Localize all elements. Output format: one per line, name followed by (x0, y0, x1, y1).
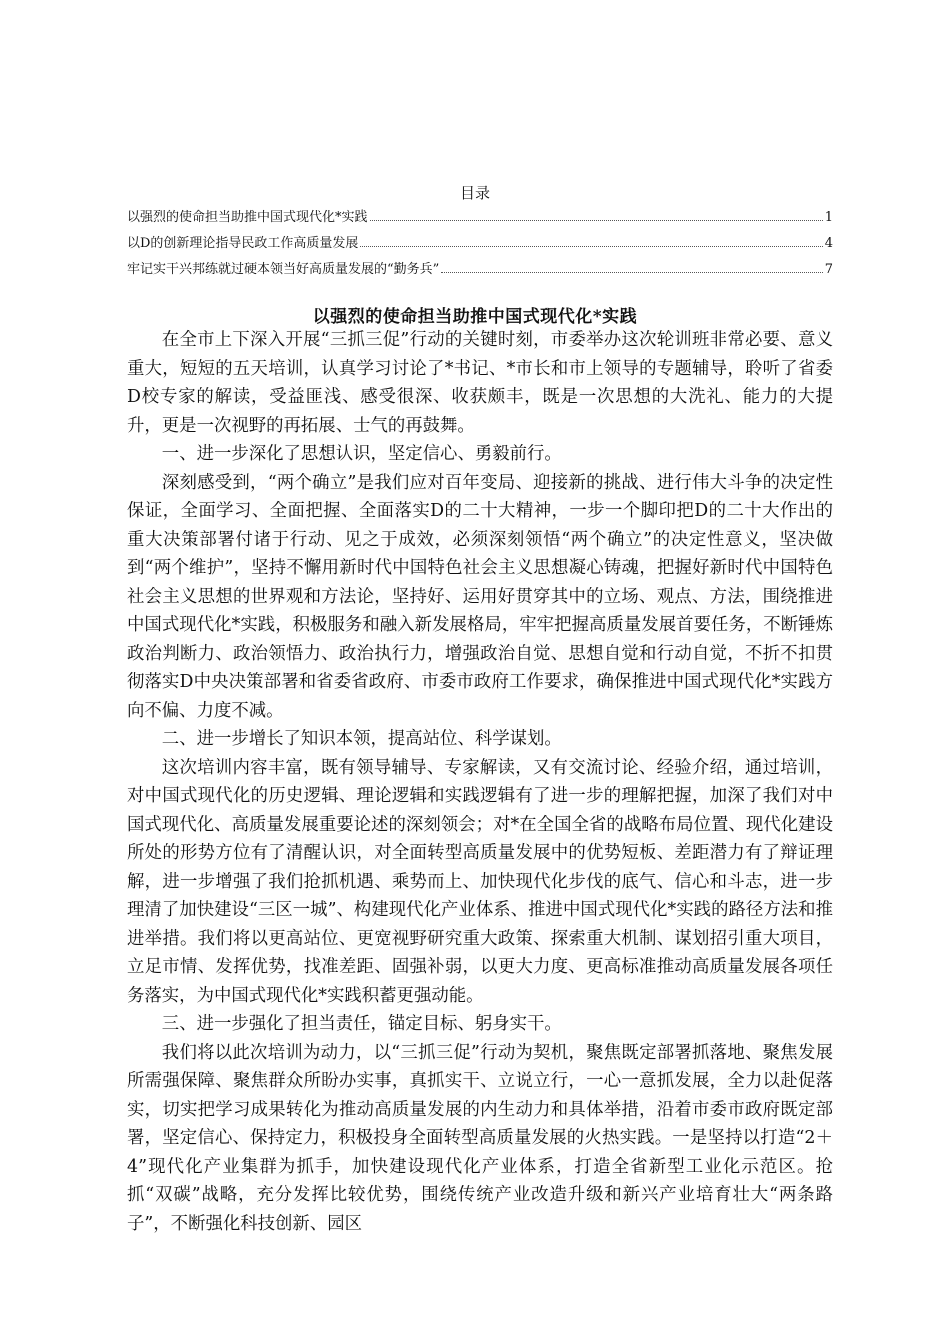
toc-entry-text: 以强烈的使命担当助推中国式现代化*实践 (127, 210, 368, 225)
section-heading: 三、进一步强化了担当责任，锚定目标、躬身实干。 (161, 1014, 562, 1034)
toc-entry[interactable] (127, 258, 833, 284)
body-paragraph: 这次培训内容丰富，既有领导辅导、专家解读，又有交流讨论、经验介绍，通过培训，对中国式现代化的历史逻辑、理论逻辑和实践逻辑有了进一步的理解把握，加深了我们对中国式现代化、高质量发展重要论述的深刻领会；对*在全国全省的战略布局位置、现代化建设所处的形势方位有了清醒认识，对全面转型高质量发展中的优势短板、差距潜力有了辩证理解，进一步增强了我们抢抓机遇、乘势而上、加快现代化步伐的底气、信心和斗志，进一步理清了加快建设“三区一城”、构建现代化产业体系、推进中国式现代化*实践的路径方法和推进举措。我们将以更高站位、更宽视野研究重大政策、探索重大机制、谋划招引重大项目，立足市情、发挥优势，找准差距、固强补弱，以更大力度、更高标准推动高质量发展各项任务落实，为中国式现代化*实践积蓄更强动能。 (127, 757, 833, 1006)
toc-entry-page: 7 (824, 262, 833, 277)
section-heading: 一、进一步深化了思想认识，坚定信心、勇毅前行。 (161, 444, 562, 464)
body-paragraph: 在全市上下深入开展“三抓三促”行动的关键时刻，市委举办这次轮训班非常必要、意义重大，短短的五天培训，认真学习讨论了*书记、*市长和市上领导的专题辅导，聆听了省委D校专家的解读，受益匪浅、感受很深、收获颇丰，既是一次思想的大洗礼、能力的大提升，更是一次视野的再拓展、士气的再鼓舞。 (127, 330, 833, 436)
toc-entry-page: 4 (824, 236, 833, 251)
toc-entry-text: 牢记实干兴邦练就过硬本领当好高质量发展的“勤务兵” (127, 262, 440, 277)
body-paragraph: 我们将以此次培训为动力，以“三抓三促”行动为契机，聚焦既定部署抓落地、聚焦发展所需强保障、聚焦群众所盼办实事，真抓实干、立说立行，一心一意抓发展，全力以赴促落实，切实把学习成果转化为推动高质量发展的内生动力和具体举措，沿着市委市政府既定部署，坚定信心、保持定力，积极投身全面转型高质量发展的火热实践。一是坚持以打造“2＋4”现代化产业集群为抓手，加快建设现代化产业体系，打造全省新型工业化示范区。抢抓“双碳”战略，充分发挥比较优势，围绕传统产业改造升级和新兴产业培育壮大“两条路子”，不断强化科技创新、园区 (127, 1042, 833, 1234)
body-paragraph: 深刻感受到，“两个确立”是我们应对百年变局、迎接新的挑战、进行伟大斗争的决定性保证，全面学习、全面把握、全面落实D的二十大精神，一步一个脚印把D的二十大作出的重大决策部署付诸于行动、见之于成效，必须深刻领悟“两个确立”的决定性意义，坚决做到“两个维护”，坚持不懈用新时代中国特色社会主义思想凝心铸魂，把握好新时代中国特色社会主义思想的世界观和方法论，坚持好、运用好贯穿其中的立场、观点、方法，围绕推进中国式现代化*实践，积极服务和融入新发展格局，牢牢把握高质量发展首要任务，不断锤炼政治判断力、政治领悟力、政治执行力，增强政治自觉、思想自觉和行动自觉，不折不扣贯彻落实D中央决策部署和省委省政府、市委市政府工作要求，确保推进中国式现代化*实践方向不偏、力度不减。 (127, 472, 833, 721)
toc-entry-text: 以D的创新理论指导民政工作高质量发展 (127, 236, 359, 251)
toc-leader-dots (360, 246, 822, 247)
table-of-contents (127, 206, 833, 284)
toc-entry[interactable] (127, 206, 833, 232)
document-body (127, 326, 833, 1238)
document-title: 以强烈的使命担当助推中国式现代化*实践 (312, 307, 638, 327)
toc-entry-page: 1 (824, 210, 833, 225)
section-heading: 二、进一步增长了知识本领，提高站位、科学谋划。 (161, 729, 562, 749)
toc-title: 目录 (459, 184, 490, 202)
toc-leader-dots (370, 220, 823, 221)
toc-leader-dots (441, 272, 822, 273)
toc-entry[interactable] (127, 232, 833, 258)
